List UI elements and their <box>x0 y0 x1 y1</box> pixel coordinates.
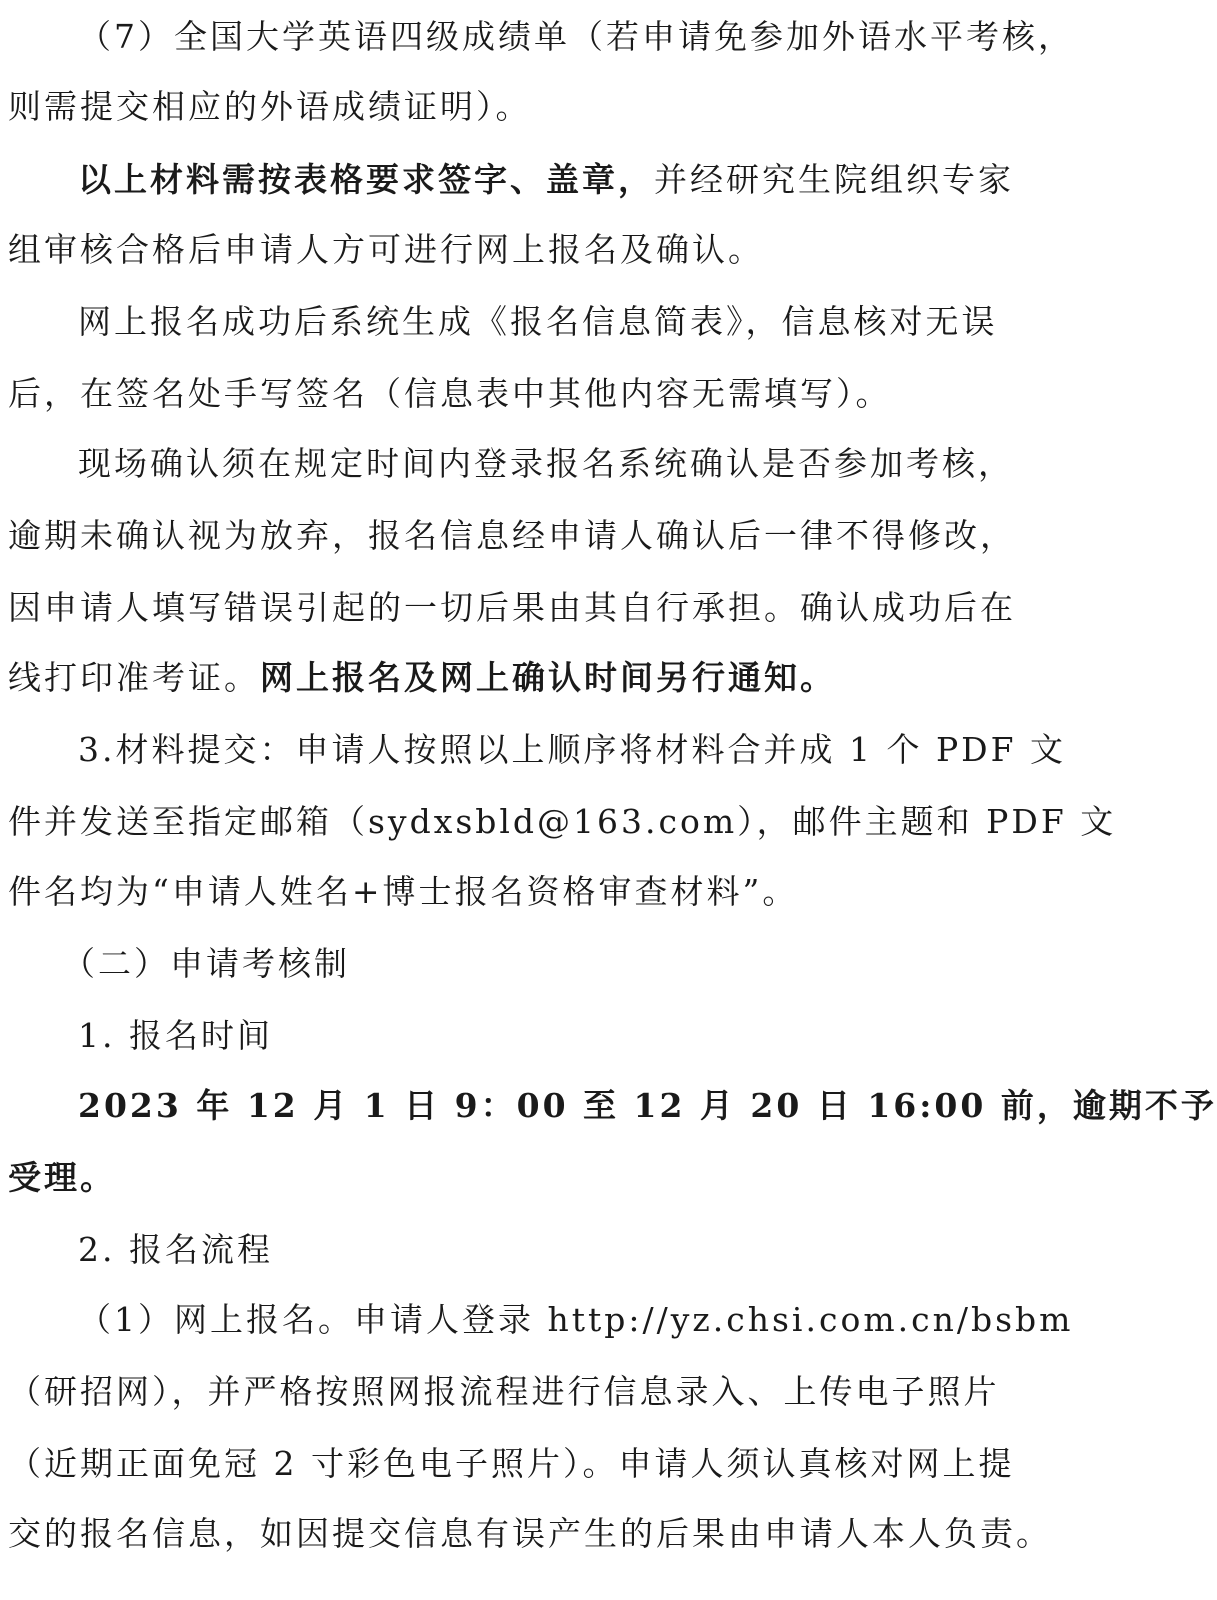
text-segment: （二）申请考核制 <box>62 944 350 983</box>
text-segment: （研招网），并严格按照网报流程进行信息录入、上传电子照片 <box>8 1372 1000 1411</box>
text-segment: 网上报名成功后系统生成《报名信息简表》，信息核对无误 <box>78 302 998 341</box>
text-segment: （7）全国大学英语四级成绩单（若申请免参加外语水平考核， <box>78 17 1074 56</box>
text-line <box>0 364 1079 424</box>
text-segment: 现场确认须在规定时间内登录报名系统确认是否参加考核， <box>78 444 1014 483</box>
text-segment: 后，在签名处手写签名（信息表中其他内容无需填写）。 <box>8 374 892 413</box>
text-line <box>0 862 1079 922</box>
text-line <box>0 792 1117 852</box>
section-heading <box>0 934 1079 994</box>
text-line <box>0 292 1079 352</box>
text-line <box>0 1076 1217 1136</box>
text-segment-bold: 受理。 <box>8 1158 116 1197</box>
text-line <box>0 1290 1079 1350</box>
text-segment: 组审核合格后申请人方可进行网上报名及确认。 <box>8 230 764 269</box>
text-line <box>0 648 1079 708</box>
subsection-heading <box>0 1006 1079 1066</box>
text-line <box>0 1504 1079 1564</box>
text-line <box>0 720 1079 780</box>
text-line <box>0 1148 1079 1208</box>
text-segment: 件名均为“申请人姓名+博士报名资格审查材料”。 <box>8 872 799 911</box>
text-segment: 1. 报名时间 <box>78 1016 273 1055</box>
text-segment: 并经研究生院组织专家 <box>654 160 1014 199</box>
text-segment: 2. 报名流程 <box>78 1230 273 1269</box>
text-segment: 交的报名信息，如因提交信息有误产生的后果由申请人本人负责。 <box>8 1514 1052 1553</box>
text-segment: 件并发送至指定邮箱（sydxsbld@163.com），邮件主题和 PDF 文 <box>8 802 1117 841</box>
text-line <box>0 77 1079 137</box>
text-line <box>0 578 1079 638</box>
text-line <box>0 434 1079 494</box>
subsection-heading <box>0 1220 1079 1280</box>
text-segment: 逾期未确认视为放弃，报名信息经申请人确认后一律不得修改， <box>8 516 1016 555</box>
text-segment: 3.材料提交：申请人按照以上顺序将材料合并成 1 个 PDF 文 <box>78 730 1066 769</box>
text-segment: 线打印准考证。 <box>8 658 260 697</box>
text-line <box>0 1434 1079 1494</box>
text-segment-bold: 网上报名及网上确认时间另行通知。 <box>260 658 836 697</box>
text-segment-bold: 2023 年 12 月 1 日 9：00 至 12 月 20 日 16:00 前，逾期不予 <box>78 1086 1217 1125</box>
text-line <box>0 220 1079 280</box>
text-segment: （近期正面免冠 2 寸彩色电子照片）。申请人须认真核对网上提 <box>8 1444 1015 1483</box>
text-line <box>0 150 1079 210</box>
text-segment: 因申请人填写错误引起的一切后果由其自行承担。确认成功后在 <box>8 588 1016 627</box>
text-line <box>0 506 1079 566</box>
text-segment-bold: 以上材料需按表格要求签字、盖章， <box>78 160 654 199</box>
text-segment: （1）网上报名。申请人登录 http://yz.chsi.com.cn/bsbm <box>78 1300 1074 1339</box>
text-segment: 则需提交相应的外语成绩证明）。 <box>8 87 532 126</box>
text-line <box>0 7 1079 67</box>
text-line <box>0 1362 1079 1422</box>
